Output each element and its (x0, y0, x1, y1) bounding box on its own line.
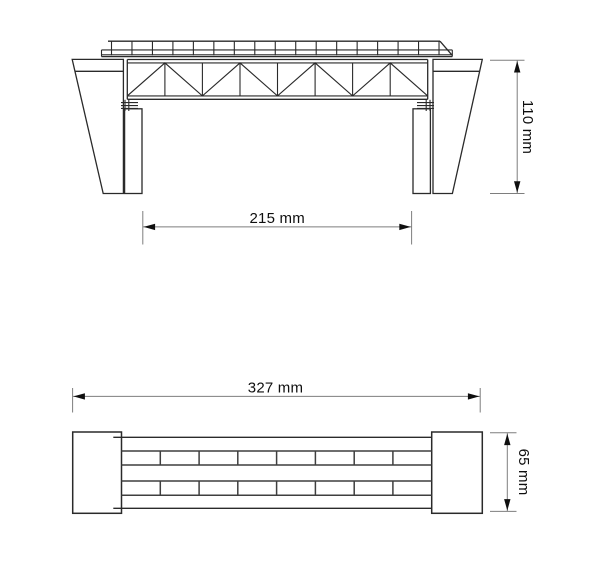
height-dim-label: 110 mm (519, 99, 536, 155)
height-arrow-up (514, 61, 520, 73)
right-abutment (433, 59, 482, 193)
plan-panel-dividers (160, 451, 393, 495)
left-abutment-outline (72, 59, 123, 193)
front-elevation-view (72, 41, 536, 244)
dimension-length (73, 380, 481, 413)
height-arrow-down (514, 181, 520, 193)
left-abutment (72, 59, 123, 193)
length-arrow-right (468, 393, 480, 399)
dimension-width (490, 433, 532, 512)
length-arrow-left (73, 393, 85, 399)
span-dim-label: 215 mm (249, 210, 305, 227)
length-dim-label: 327 mm (247, 379, 304, 397)
left-pier (125, 109, 142, 194)
deck-and-railing (102, 41, 453, 56)
width-arrow-up (504, 434, 510, 446)
span-arrow-left (144, 224, 156, 230)
right-abutment-outline (433, 59, 482, 193)
dimension-height (490, 60, 536, 193)
truss-verticals (165, 63, 390, 96)
plan-left-end-block (73, 432, 122, 513)
right-pier (413, 109, 430, 194)
width-dim-label: 65 mm (515, 448, 532, 496)
plan-deck-lines (113, 437, 431, 508)
span-arrow-right (399, 224, 411, 230)
railing-posts (112, 41, 440, 55)
plan-right-end-block (432, 432, 483, 513)
railing-end-diagonal (440, 41, 452, 55)
dimension-span (143, 210, 412, 245)
width-arrow-down (504, 499, 510, 511)
plan-view (73, 380, 532, 514)
truss-girder (127, 60, 427, 100)
